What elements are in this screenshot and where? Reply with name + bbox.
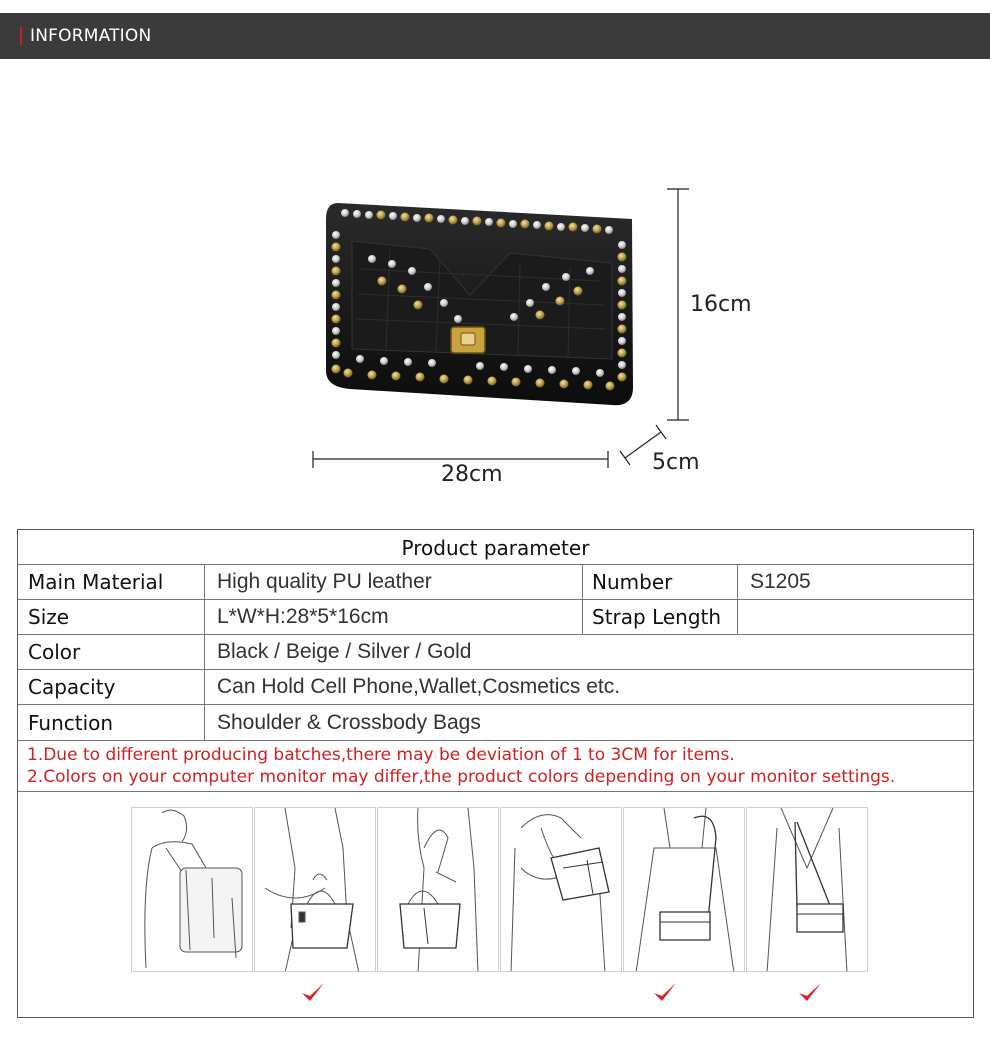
row-label: Number (592, 570, 673, 594)
depth-dimension-label: 5cm (652, 450, 700, 475)
row-value: Shoulder & Crossbody Bags (217, 710, 481, 734)
row-label: Capacity (28, 675, 116, 699)
product-illustration (0, 59, 990, 529)
height-dimension-label: 16cm (690, 292, 752, 317)
note-line: 1.Due to different producing batches,there may be deviation of 1 to 3CM for items. (27, 745, 735, 765)
table-row (18, 705, 973, 741)
row-value (737, 600, 973, 634)
carry-style-handheld-figure (254, 807, 376, 972)
row-value: L*W*H:28*5*16cm (217, 605, 389, 628)
carry-style-crossbody-figure (746, 807, 868, 972)
row-value: S1205 (750, 570, 811, 593)
row-label: Color (28, 640, 81, 664)
carry-style-long-strap-figure (623, 807, 745, 972)
header-accent-bar (20, 27, 22, 45)
table-title-row (18, 530, 973, 565)
table-row (18, 600, 973, 635)
carry-style-shoulder-figure (500, 807, 622, 972)
header-title: INFORMATION (30, 26, 152, 46)
row-value: High quality PU leather (217, 570, 432, 593)
row-label: Function (28, 710, 114, 735)
carry-style-arm-figure (377, 807, 499, 972)
info-header (0, 13, 990, 59)
table-row (18, 565, 973, 600)
product-parameter-table (17, 529, 974, 1018)
carry-style-backpack-figure (131, 807, 253, 972)
disclaimer-notes (18, 741, 973, 792)
checkmark-icon (796, 979, 824, 1007)
row-label: Main Material (28, 570, 164, 594)
checkmark-icon (651, 979, 679, 1007)
note-line: 2.Colors on your computer monitor may differ,the product colors depending on your monitor settings. (27, 767, 896, 787)
carry-style-figures (18, 793, 973, 1018)
row-value: Can Hold Cell Phone,Wallet,Cosmetics etc. (217, 675, 621, 698)
row-label: Strap Length (592, 605, 722, 629)
checkmark-icon (299, 979, 327, 1007)
width-dimension-label: 28cm (441, 462, 503, 487)
table-row (18, 635, 973, 670)
row-value: Black / Beige / Silver / Gold (217, 640, 472, 663)
studded-clutch-image (0, 59, 990, 529)
table-title: Product parameter (401, 535, 590, 560)
table-row (18, 670, 973, 705)
row-label: Size (28, 605, 70, 629)
